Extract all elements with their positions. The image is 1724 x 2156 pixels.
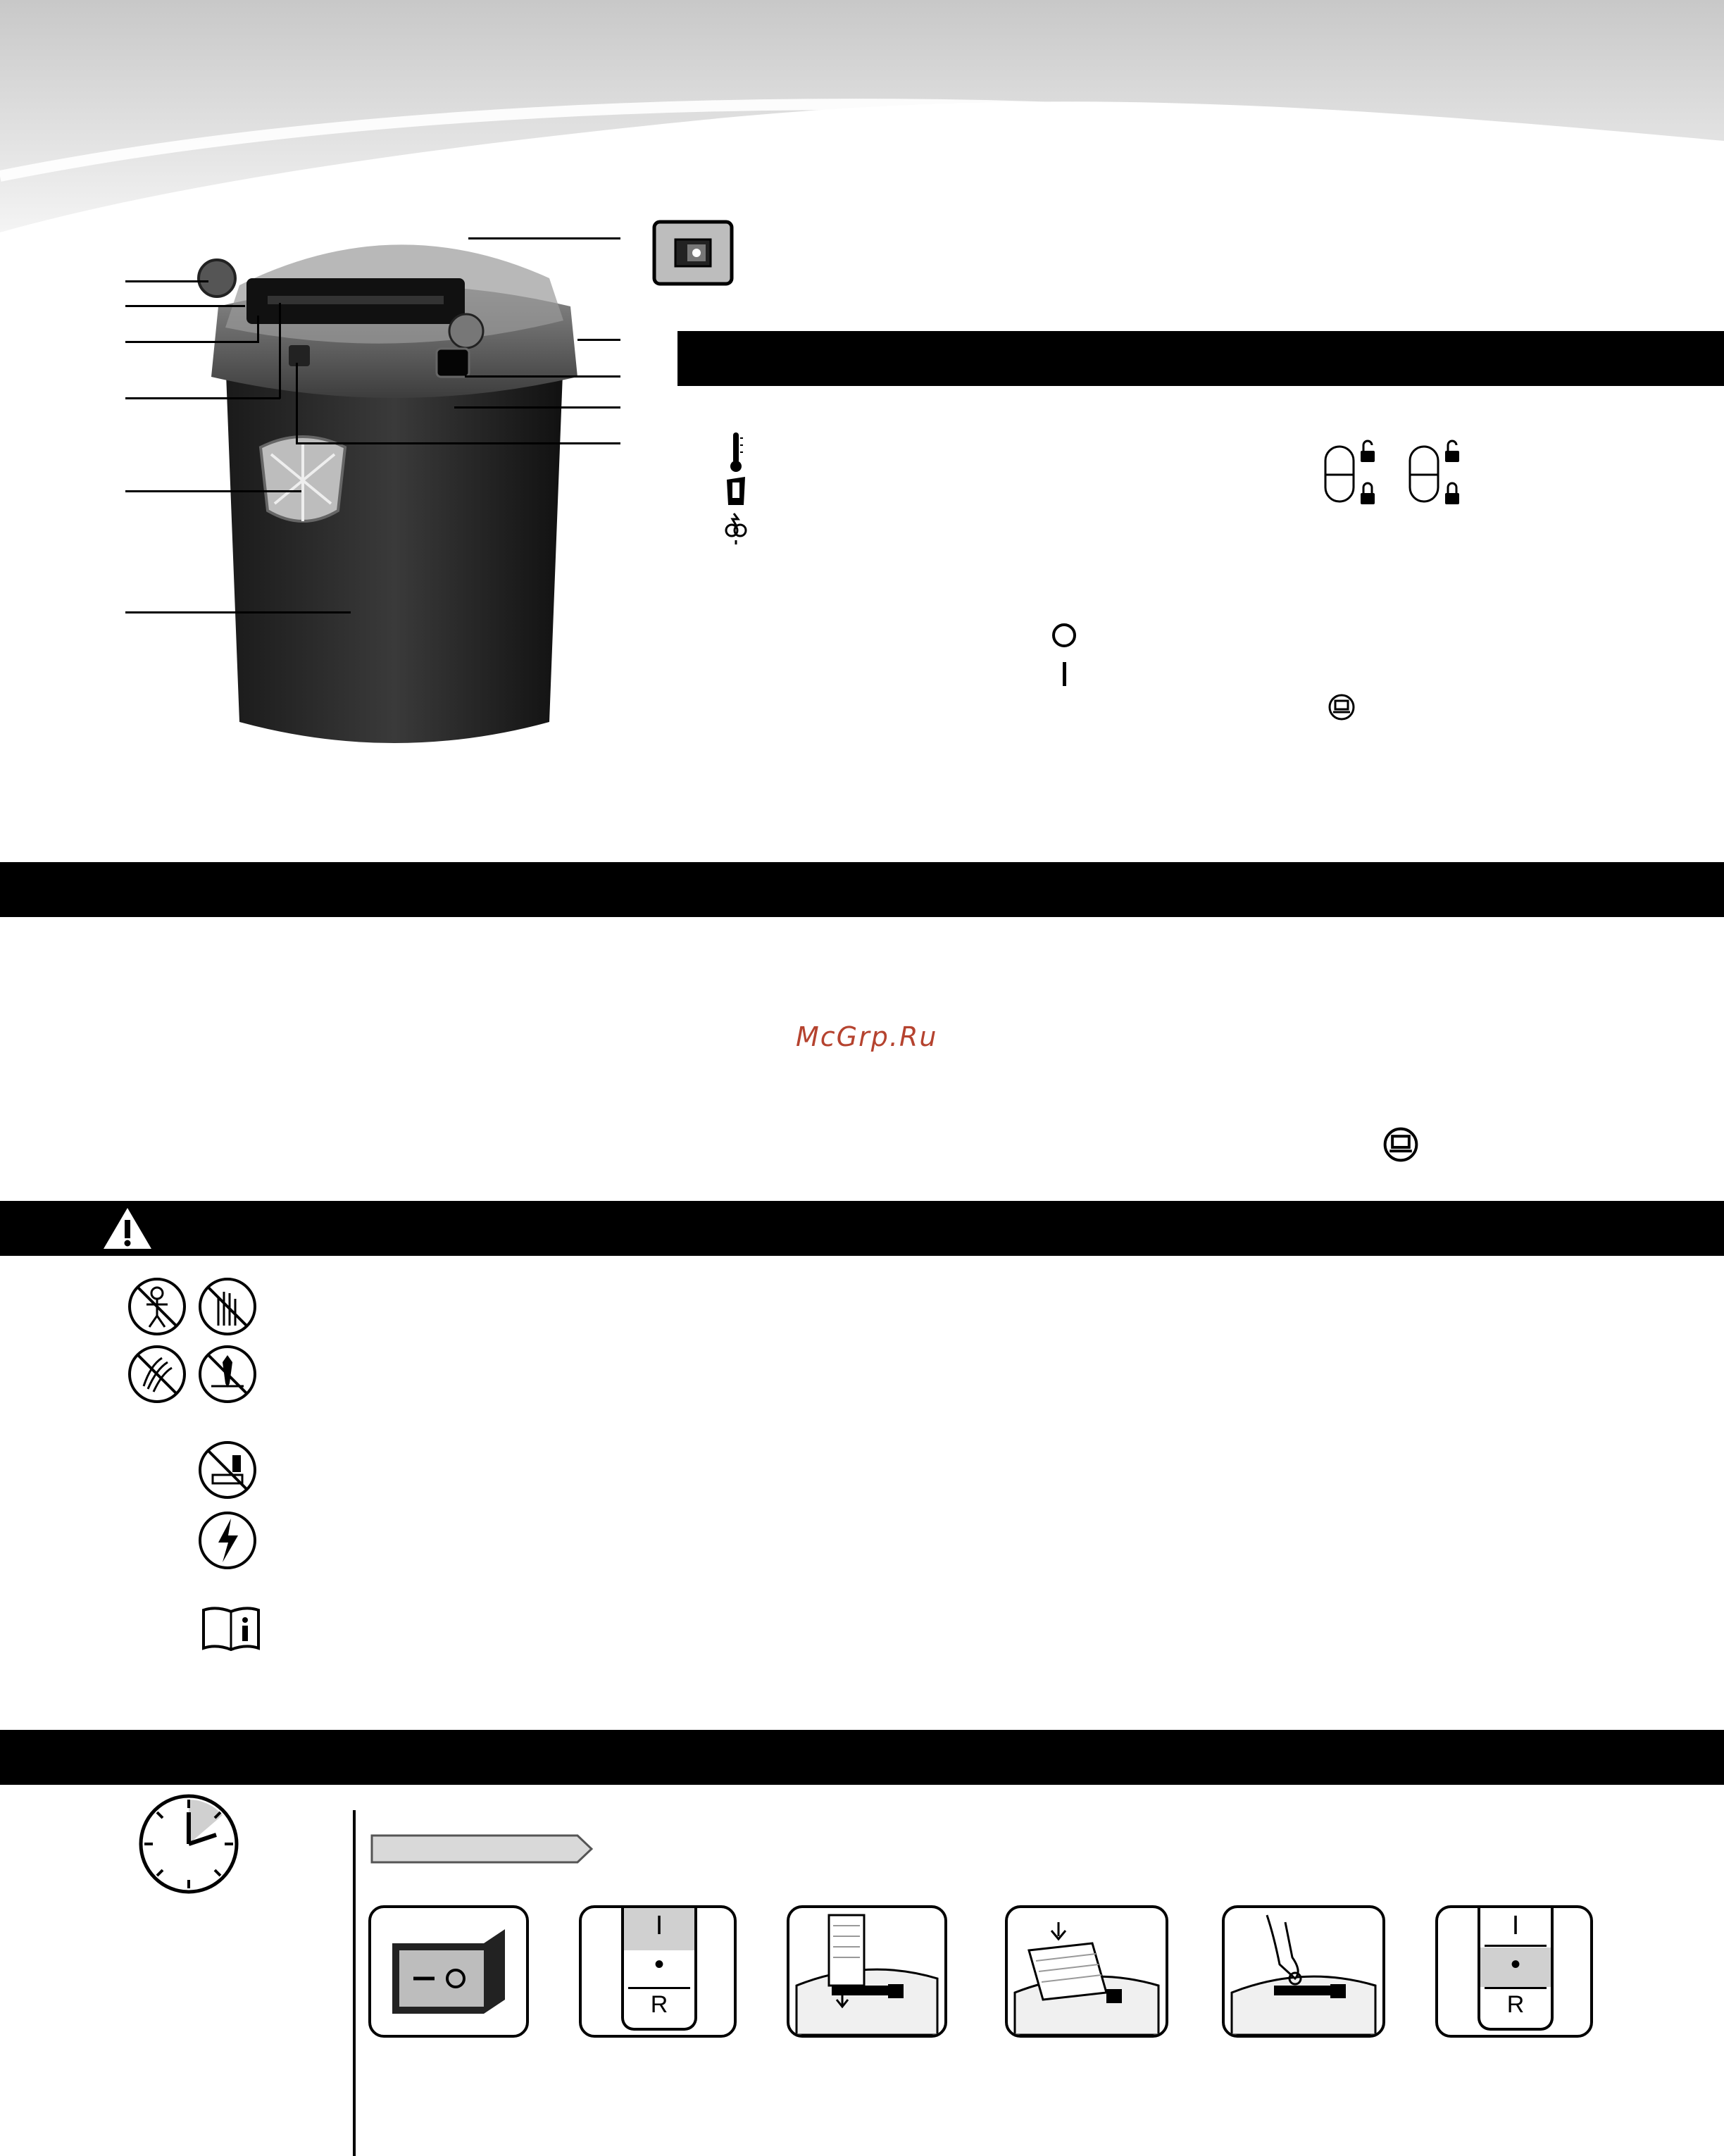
callout-line-4-vertical: [279, 303, 281, 399]
safety-lock-icon: [1407, 437, 1463, 511]
callout-line-4: [125, 397, 280, 399]
switch-auto-label: •: [654, 1949, 664, 1980]
controls-header-bar: [677, 331, 1724, 386]
step-arrow-tab: [370, 1834, 593, 1864]
step-4-feed-paper: [1005, 1905, 1168, 2038]
clock-icon: [137, 1793, 240, 1895]
switch-reverse-label: R: [650, 1991, 668, 2018]
watermark-text: McGrp.Ru: [796, 1021, 938, 1052]
switch-divider: [1485, 1945, 1547, 1947]
paper-jam-icon: [724, 511, 748, 546]
callout-line-10: [454, 406, 620, 409]
no-hands-icon: [197, 1276, 258, 1337]
switch-reverse-label: R: [1506, 1991, 1525, 2018]
switch-panel: [1478, 1908, 1554, 2031]
thermometer-icon: [727, 431, 744, 473]
no-tie-icon: [197, 1344, 258, 1404]
switch-on-label: I: [1511, 1911, 1520, 1940]
bin-door-icon: [1383, 1127, 1418, 1162]
step-1-switch-panel: [368, 1905, 529, 2038]
rocker-switch-icon: [371, 1908, 526, 2035]
safety-lock-icon: [1323, 437, 1379, 511]
section-header-bar: [0, 862, 1724, 917]
callout-line-5: [125, 490, 301, 492]
column-divider: [353, 1810, 356, 2156]
switch-divider: [1485, 1987, 1547, 1989]
warning-header-bar: [0, 1201, 1724, 1256]
bin-full-icon: [725, 475, 747, 506]
step-5-clear-jam: [1222, 1905, 1385, 2038]
callout-line-7: [468, 237, 620, 239]
switch-auto-label: •: [1510, 1949, 1520, 1980]
callout-line-9: [465, 375, 620, 378]
no-hair-icon: [127, 1344, 187, 1404]
callout-line-2: [125, 305, 245, 307]
switch-divider: [628, 1987, 690, 1989]
bin-door-icon: [1328, 694, 1355, 721]
rocker-switch-icon: [652, 220, 734, 286]
step-6-switch-auto: [1435, 1905, 1593, 2038]
operation-header-bar: [0, 1730, 1724, 1785]
no-children-icon: [127, 1276, 187, 1337]
shredder-illustration: [197, 201, 592, 764]
step-2-switch-auto: [579, 1905, 737, 2038]
off-circle-icon: [1051, 622, 1078, 649]
callout-line-11-vertical: [296, 363, 298, 444]
callout-line-8: [577, 339, 620, 341]
switch-on-label: I: [655, 1911, 663, 1940]
warning-triangle-icon: [101, 1206, 154, 1251]
switch-panel: [621, 1908, 697, 2031]
on-line-icon: [1062, 662, 1068, 686]
callout-line-1: [125, 280, 208, 282]
callout-line-6: [125, 611, 351, 613]
callout-line-11: [296, 442, 620, 444]
no-aerosol-icon: [197, 1440, 258, 1500]
callout-line-3: [125, 341, 259, 343]
step-3-insert-paper: [787, 1905, 947, 2038]
read-manual-icon: [201, 1606, 261, 1651]
callout-line-3-vertical: [257, 316, 259, 342]
electric-shock-icon: [197, 1510, 258, 1571]
